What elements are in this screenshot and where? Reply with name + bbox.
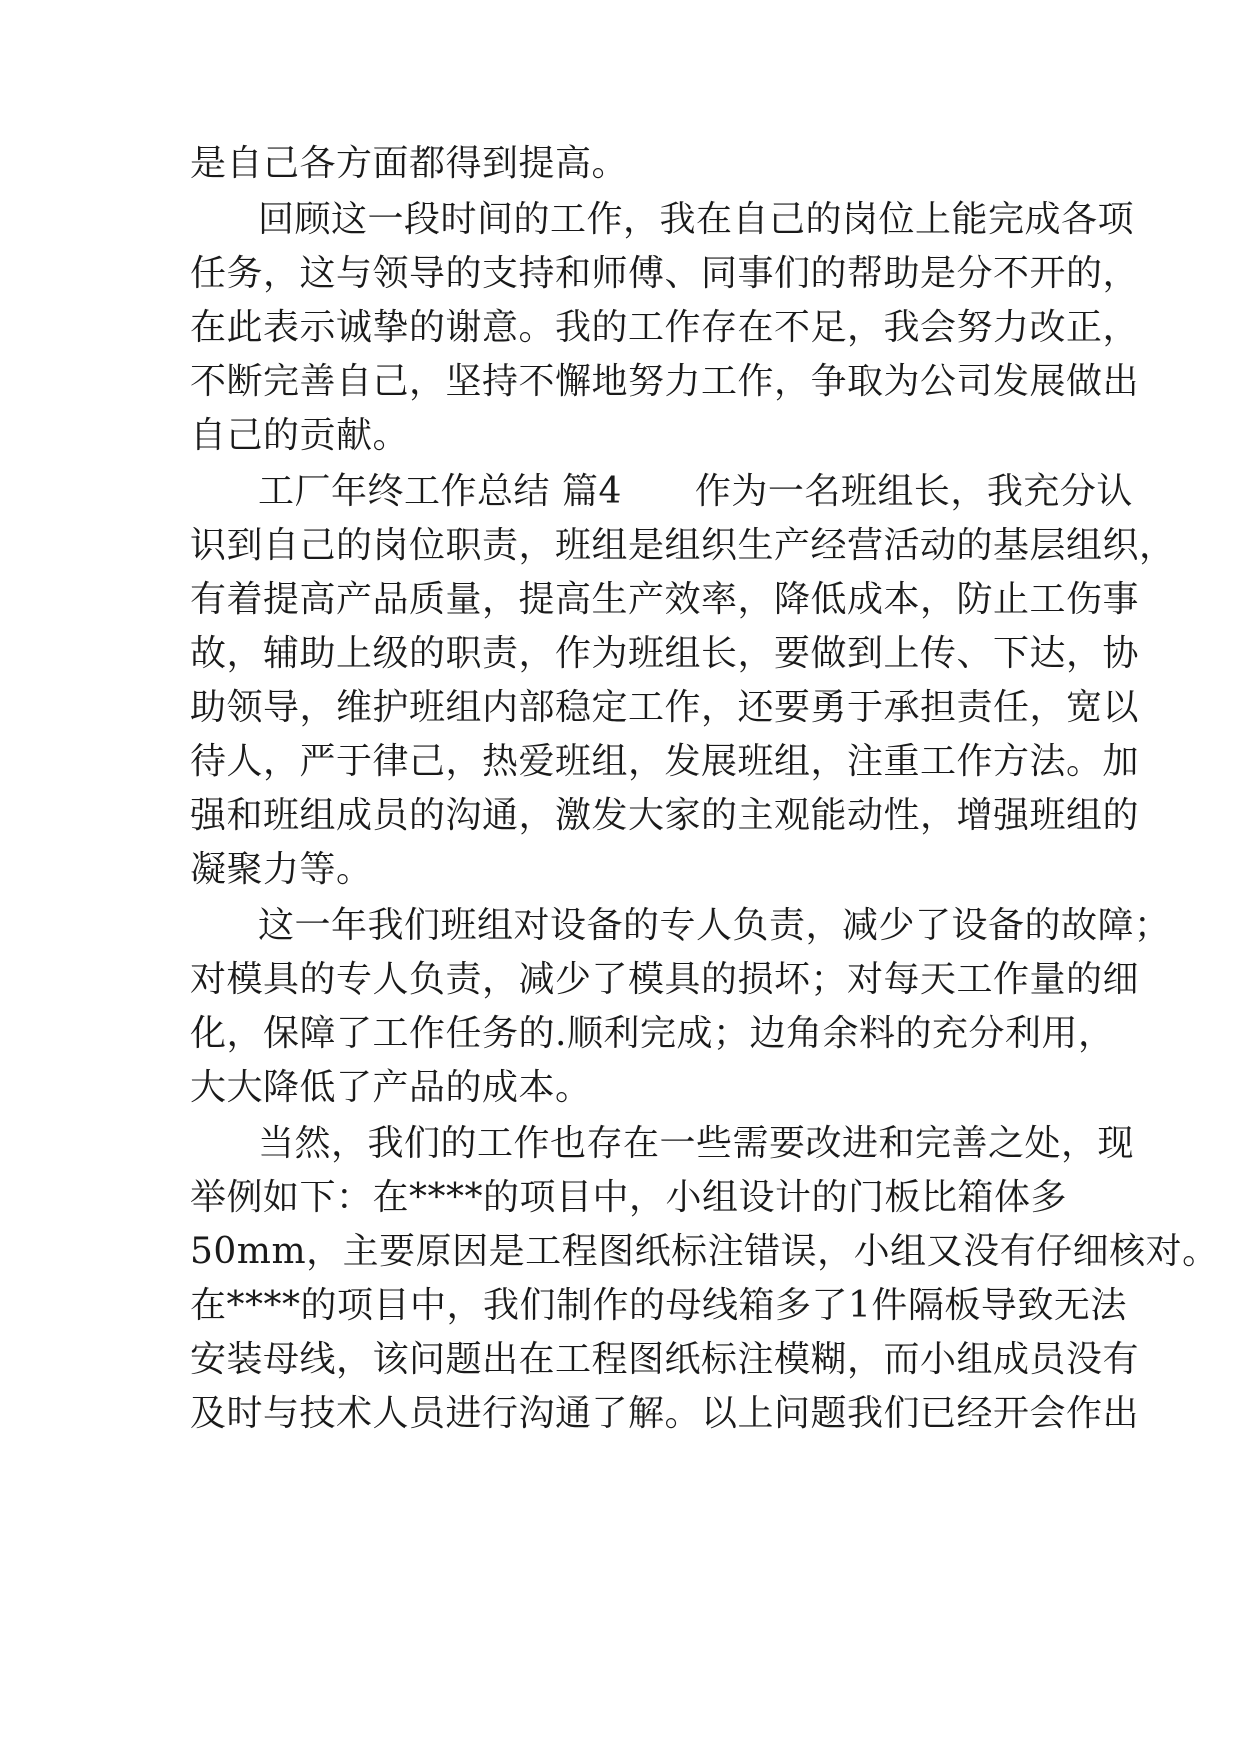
text-line: 待人，严于律己，热爱班组，发展班组，注重工作方法。加 <box>190 741 1140 782</box>
text-line: 大大降低了产品的成本。 <box>190 1067 592 1108</box>
paragraph-start-line: 回顾这一段时间的工作，我在自己的岗位上能完成各项 <box>258 199 1135 240</box>
text-line: 安装母线，该问题出在工程图纸标注模糊，而小组成员没有 <box>190 1339 1140 1380</box>
text-line: 自己的贡献。 <box>190 415 410 456</box>
section-heading-line: 工厂年终工作总结 篇4 作为一名班组长，我充分认 <box>258 471 1133 512</box>
text-line: 不断完善自己，坚持不懈地努力工作，争取为公司发展做出 <box>190 361 1140 402</box>
text-line: 对模具的专人负责，减少了模具的损坏；对每天工作量的细 <box>190 959 1140 1000</box>
text-line: 识到自己的岗位职责，班组是组织生产经营活动的基层组织， <box>190 525 1176 566</box>
text-line: 在****的项目中，我们制作的母线箱多了1件隔板导致无法 <box>190 1285 1127 1326</box>
text-line: 在此表示诚挚的谢意。我的工作存在不足，我会努力改正， <box>190 307 1140 348</box>
paragraph-start-line: 当然，我们的工作也存在一些需要改进和完善之处，现 <box>258 1123 1135 1164</box>
text-line: 任务，这与领导的支持和师傅、同事们的帮助是分不开的， <box>190 253 1140 294</box>
text-line: 故，辅助上级的职责，作为班组长，要做到上传、下达，协 <box>190 633 1140 674</box>
text-line: 化，保障了工作任务的.顺利完成；边角余料的充分利用， <box>190 1013 1115 1054</box>
text-line: 助领导，维护班组内部稳定工作，还要勇于承担责任，宽以 <box>190 687 1140 728</box>
text-line: 有着提高产品质量，提高生产效率，降低成本，防止工伤事 <box>190 579 1140 620</box>
text-line: 凝聚力等。 <box>190 849 373 890</box>
text-line: 及时与技术人员进行沟通了解。以上问题我们已经开会作出 <box>190 1393 1140 1434</box>
text-line: 强和班组成员的沟通，激发大家的主观能动性，增强班组的 <box>190 795 1140 836</box>
paragraph-start-line: 这一年我们班组对设备的专人负责，减少了设备的故障； <box>258 905 1171 946</box>
text-line: 是自己各方面都得到提高。 <box>190 143 629 184</box>
text-line: 举例如下：在****的项目中，小组设计的门板比箱体多 <box>190 1177 1068 1218</box>
text-line: 50mm，主要原因是工程图纸标注错误，小组又没有仔细核对。 <box>190 1231 1219 1272</box>
